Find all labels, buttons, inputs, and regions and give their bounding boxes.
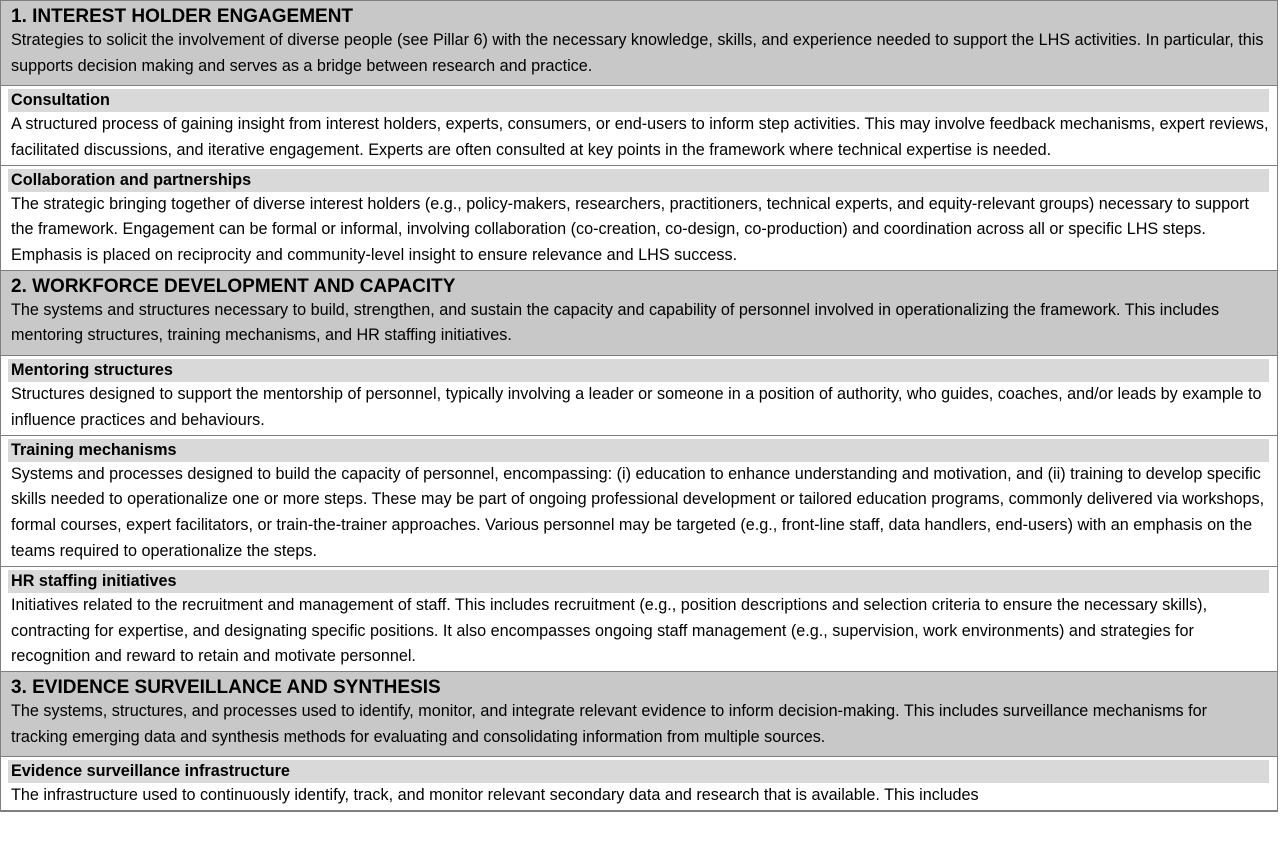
subsection <box>1 86 1277 166</box>
subsection-title: HR staffing initiatives <box>8 570 1269 593</box>
section-header <box>1 271 1277 356</box>
subsection-description: Structures designed to support the mentorship of personnel, typically involving a leader or someone in a position of authority, who guides, coaches, and/or leads by example to influence practices and behaviours. <box>11 384 1262 429</box>
subsection-title: Evidence surveillance infrastructure <box>8 760 1269 783</box>
subsection-description: The strategic bringing together of diverse interest holders (e.g., policy-makers, researchers, practitioners, technical experts, and equity-relevant groups) necessary to support the framework. Engagement can be formal or informal, involving collaboration (co-creation, co-design, co-production) and coordination across all or specific LHS steps. Emphasis is placed on reciprocity and community-level insight to ensure relevance and LHS success. <box>11 194 1250 265</box>
subsection <box>1 757 1277 811</box>
subsection <box>1 356 1277 436</box>
subsection-title: Collaboration and partnerships <box>8 169 1269 192</box>
subsection-description: A structured process of gaining insight from interest holders, experts, consumers, or end-users to inform step activities. This may involve feedback mechanisms, expert reviews, facilitated discussions, and iterative engagement. Experts are often consulted at key points in the framework where technical expertise is needed. <box>11 115 1269 159</box>
subsection <box>1 166 1277 271</box>
subsection-description: The infrastructure used to continuously identify, track, and monitor relevant secondary data and research that is available. This includes <box>11 786 979 805</box>
subsection-title: Mentoring structures <box>8 359 1269 382</box>
subsection-title: Training mechanisms <box>8 439 1269 462</box>
subsection-description: Initiatives related to the recruitment and management of staff. This includes recruitment (e.g., position descriptions and selection criteria to ensure the necessary skills), contracting for expertise, and designating specific positions. It also encompasses ongoing staff management (e.g., supervision, work environments) and strategies for recognition and reward to retain and motivate personnel. <box>11 595 1208 666</box>
section-header <box>1 1 1277 86</box>
subsection <box>1 436 1277 567</box>
subsection <box>1 567 1277 672</box>
section-description: The systems and structures necessary to build, strengthen, and sustain the capacity and capability of personnel involved in operationalizing the framework. This includes mentoring structures, training mechanisms, and HR staffing initiatives. <box>11 300 1220 345</box>
section-description: Strategies to solicit the involvement of diverse people (see Pillar 6) with the necessary knowledge, skills, and experience needed to support the LHS activities. In particular, this supports decision making and serves as a bridge between research and practice. <box>11 31 1264 75</box>
section-header <box>1 672 1277 757</box>
section-title: 2. WORKFORCE DEVELOPMENT AND CAPACITY <box>11 275 456 297</box>
section-description: The systems, structures, and processes used to identify, monitor, and integrate relevant evidence to inform decision-making. This includes surveillance mechanisms for tracking emerging data and synthesis methods for evaluating and consolidating information from multiple sources. <box>11 702 1208 746</box>
subsection-description: Systems and processes designed to build the capacity of personnel, encompassing: (i) education to enhance understanding and motivation, and (ii) training to develop specific skills needed to operationalize one or more steps. These may be part of ongoing professional development or tailored education programs, commonly delivered via workshops, formal courses, expert facilitators, or train-the-trainer approaches. Various personnel may be targeted (e.g., front-line staff, data handlers, end-users) with an emphasis on the teams required to operationalize the steps. <box>11 464 1265 560</box>
section-title: 1. INTEREST HOLDER ENGAGEMENT <box>11 6 354 27</box>
subsection-title: Consultation <box>8 89 1269 112</box>
section-title: 3. EVIDENCE SURVEILLANCE AND SYNTHESIS <box>11 677 441 699</box>
